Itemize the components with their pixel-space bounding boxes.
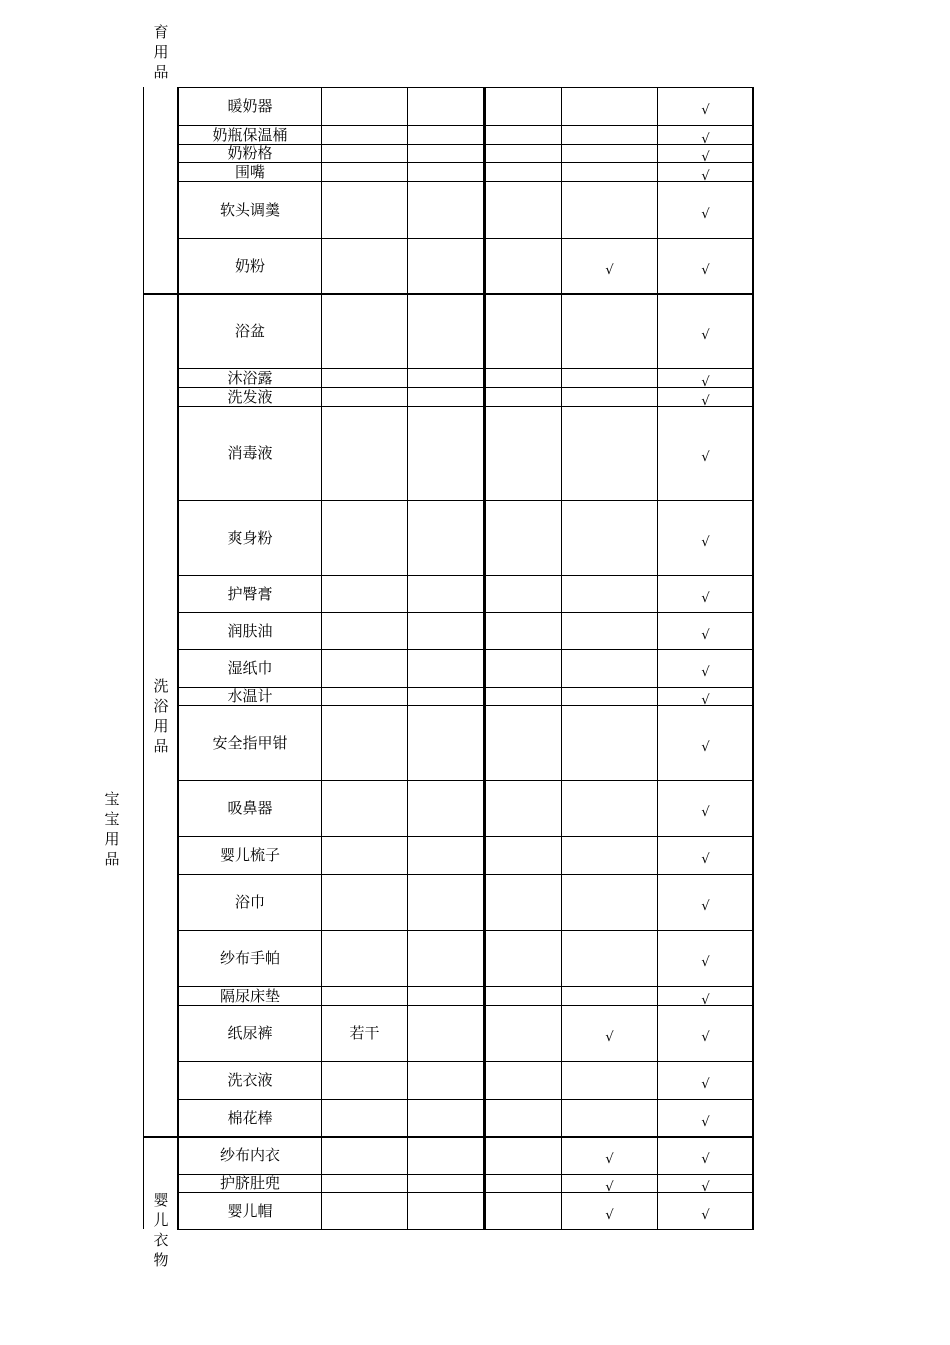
- quantity-cell: [322, 1193, 407, 1229]
- check-cell: √: [701, 739, 710, 755]
- blank-cell: [408, 182, 484, 238]
- check-cell: √: [701, 805, 710, 820]
- check-cell: √: [701, 627, 710, 643]
- check-cell: [562, 407, 657, 504]
- quantity-cell: [322, 706, 407, 780]
- item-name-cell: 洗衣液: [227, 1071, 273, 1089]
- blank-cell: [408, 163, 484, 181]
- blank-cell: [408, 706, 484, 780]
- blank-cell: [485, 145, 561, 162]
- item-name-cell: 纱布手帕: [219, 949, 280, 967]
- blank-cell: [485, 1193, 561, 1229]
- blank-cell: [485, 88, 561, 125]
- blank-cell: [485, 239, 561, 293]
- quantity-cell: [322, 145, 407, 162]
- check-cell: √: [701, 262, 710, 278]
- check-cell: [562, 706, 657, 784]
- blank-cell: [408, 407, 484, 500]
- item-name-cell: 奶粉格: [227, 144, 273, 162]
- group-label-feeding: 育用品: [153, 23, 169, 81]
- blank-cell: [485, 407, 561, 500]
- blank-cell: [408, 875, 484, 930]
- check-cell: [562, 1100, 657, 1140]
- item-name-cell: 沐浴露: [227, 368, 273, 387]
- blank-cell: [485, 182, 561, 238]
- check-cell: √: [701, 374, 710, 390]
- quantity-cell: [322, 781, 407, 836]
- blank-cell: [408, 987, 484, 1005]
- item-name-cell: 暖奶器: [227, 97, 273, 115]
- item-name-cell: 棉花棒: [227, 1108, 273, 1127]
- blank-cell: [485, 875, 561, 930]
- item-name-cell: 浴盆: [234, 321, 265, 340]
- check-cell: √: [701, 206, 710, 222]
- blank-cell: [485, 987, 561, 1005]
- blank-cell: [485, 294, 561, 368]
- blank-cell: [485, 388, 561, 406]
- check-cell: √: [701, 665, 710, 680]
- check-cell: √: [701, 393, 710, 409]
- check-cell: √: [605, 1207, 614, 1223]
- check-cell: √: [701, 1077, 710, 1092]
- check-cell: √: [605, 262, 614, 278]
- check-cell: [562, 88, 657, 129]
- blank-cell: [408, 837, 484, 874]
- item-name-cell: 奶粉: [234, 256, 265, 275]
- blank-cell: [408, 1175, 484, 1192]
- check-cell: √: [701, 1152, 710, 1167]
- blank-cell: [485, 781, 561, 836]
- quantity-cell: [322, 369, 407, 387]
- blank-cell: [485, 576, 561, 612]
- quantity-cell: [322, 650, 407, 687]
- check-cell: √: [701, 955, 710, 970]
- check-cell: √: [701, 1180, 710, 1195]
- check-cell: √: [701, 590, 710, 606]
- blank-cell: [408, 1100, 484, 1136]
- blank-cell: [408, 126, 484, 144]
- item-name-cell: 洗发液: [227, 387, 273, 406]
- blank-cell: [408, 388, 484, 406]
- quantity-cell: [322, 163, 407, 181]
- blank-cell: [485, 931, 561, 986]
- quantity-cell: [322, 88, 407, 125]
- check-cell: [562, 837, 657, 878]
- item-name-cell: 软头调羹: [219, 200, 280, 219]
- item-name-cell: 护臀膏: [227, 584, 273, 603]
- quantity-cell: 若干: [349, 1024, 380, 1042]
- blank-cell: [408, 1193, 484, 1229]
- blank-cell: [485, 163, 561, 181]
- blank-cell: [485, 688, 561, 705]
- item-name-cell: 婴儿帽: [227, 1201, 273, 1220]
- check-cell: √: [701, 150, 710, 165]
- check-cell: [562, 650, 657, 691]
- check-cell: [562, 613, 657, 653]
- blank-cell: [408, 1006, 484, 1061]
- check-cell: [562, 501, 657, 579]
- check-cell: [562, 781, 657, 840]
- blank-cell: [485, 369, 561, 387]
- blank-cell: [485, 1175, 561, 1192]
- check-cell: [562, 931, 657, 990]
- quantity-cell: [322, 837, 407, 874]
- quantity-cell: [322, 688, 407, 705]
- group-label-bath-supplies: 洗浴用品: [153, 677, 169, 755]
- blank-cell: [485, 837, 561, 874]
- quantity-cell: [322, 576, 407, 612]
- quantity-cell: [322, 239, 407, 293]
- blank-cell: [485, 126, 561, 144]
- blank-cell: [408, 294, 484, 368]
- check-cell: √: [701, 899, 710, 914]
- blank-cell: [485, 706, 561, 780]
- blank-cell: [485, 1062, 561, 1099]
- check-cell: √: [701, 103, 710, 118]
- blank-cell: [408, 501, 484, 575]
- item-name-cell: 湿纸巾: [227, 659, 273, 677]
- item-name-cell: 纸尿裤: [227, 1024, 273, 1042]
- blank-cell: [408, 931, 484, 986]
- item-name-cell: 消毒液: [227, 444, 273, 462]
- quantity-cell: [322, 126, 407, 144]
- item-name-cell: 奶瓶保温桶: [212, 125, 288, 144]
- check-cell: √: [701, 131, 710, 147]
- quantity-cell: [322, 1175, 407, 1192]
- blank-cell: [485, 1137, 561, 1174]
- check-cell: √: [701, 1030, 710, 1045]
- blank-cell: [408, 781, 484, 836]
- quantity-cell: [322, 294, 407, 368]
- check-cell: [562, 576, 657, 616]
- item-name-cell: 隔尿床垫: [219, 986, 280, 1005]
- blank-cell: [485, 1100, 561, 1136]
- check-cell: [562, 182, 657, 242]
- quantity-cell: [322, 407, 407, 500]
- blank-cell: [408, 88, 484, 125]
- blank-cell: [408, 613, 484, 649]
- blank-cell: [408, 239, 484, 293]
- quantity-cell: [322, 388, 407, 406]
- check-cell: √: [701, 327, 710, 343]
- quantity-cell: [322, 1137, 407, 1174]
- quantity-cell: [322, 1062, 407, 1099]
- item-name-cell: 安全指甲钳: [212, 733, 288, 752]
- check-cell: [562, 1062, 657, 1103]
- check-cell: √: [605, 1030, 614, 1045]
- quantity-cell: [322, 613, 407, 649]
- blank-cell: [408, 576, 484, 612]
- quantity-cell: [322, 501, 407, 575]
- group-bracket-line: [143, 87, 144, 1229]
- item-name-cell: 婴儿梳子: [219, 846, 280, 864]
- check-cell: √: [701, 168, 710, 184]
- item-name-cell: 纱布内衣: [219, 1146, 280, 1164]
- check-cell: √: [701, 693, 710, 708]
- check-cell: √: [701, 852, 710, 867]
- quantity-cell: [322, 1100, 407, 1136]
- check-cell: √: [701, 450, 710, 465]
- quantity-cell: [322, 931, 407, 986]
- check-cell: √: [605, 1180, 614, 1195]
- blank-cell: [408, 369, 484, 387]
- item-name-cell: 吸鼻器: [227, 799, 273, 817]
- item-name-cell: 润肤油: [227, 621, 273, 640]
- quantity-cell: [322, 182, 407, 238]
- check-cell: √: [701, 534, 710, 550]
- blank-cell: [485, 1006, 561, 1061]
- check-cell: [562, 875, 657, 934]
- item-name-cell: 浴巾: [234, 893, 265, 911]
- check-cell: √: [701, 1114, 710, 1130]
- item-name-cell: 围嘴: [234, 162, 265, 181]
- check-cell: √: [605, 1152, 614, 1167]
- blank-cell: [485, 650, 561, 687]
- item-name-cell: 护脐肚兜: [219, 1174, 280, 1192]
- item-name-cell: 水温计: [227, 687, 273, 705]
- blank-cell: [485, 501, 561, 575]
- item-name-cell: 爽身粉: [227, 528, 273, 547]
- blank-cell: [408, 1137, 484, 1174]
- quantity-cell: [322, 987, 407, 1005]
- check-cell: √: [701, 1207, 710, 1223]
- blank-cell: [408, 1062, 484, 1099]
- group-label-baby-supplies: 宝宝用品: [104, 790, 120, 868]
- check-cell: [562, 294, 657, 372]
- check-cell: √: [701, 992, 710, 1008]
- quantity-cell: [322, 875, 407, 930]
- blank-cell: [408, 688, 484, 705]
- blank-cell: [408, 650, 484, 687]
- group-label-baby-clothes: 婴儿衣物: [153, 1191, 169, 1269]
- blank-cell: [408, 145, 484, 162]
- blank-cell: [485, 613, 561, 649]
